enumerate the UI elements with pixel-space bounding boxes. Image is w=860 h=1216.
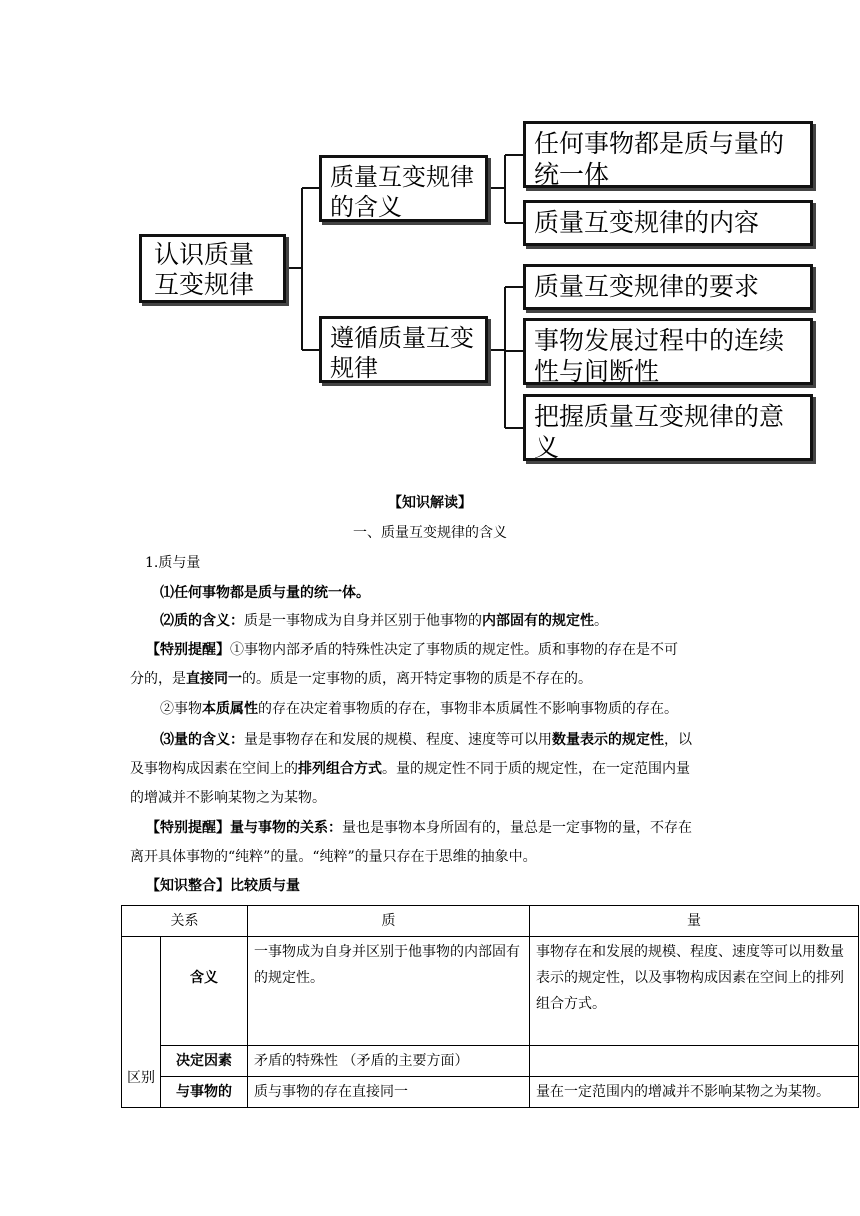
integrate-title: 比较质与量 [230,878,300,894]
table-row [122,937,859,1046]
table-cell-zhi: 质与事物的存在直接同一 [248,1077,530,1108]
mind-map [0,0,860,470]
tip-1-line-2-a: 分的，是 [130,671,186,687]
subheading: 1.质与量 [145,555,201,571]
table-row-label: 含义 [161,937,248,1046]
comparison-table [121,905,859,1108]
table-row-label: 决定因素 [161,1046,248,1077]
item-3-text-b: ，以 [664,732,692,748]
tip-2-tag: 【特别提醒】 [146,820,230,836]
paragraph-item-3-line-1 [160,731,692,749]
tip-2-bold: 量与事物的关系： [230,820,342,836]
table-header-liang: 量 [530,906,859,937]
item-3-bold-2: 排列组合方式 [298,761,382,777]
table-header-row [122,906,859,937]
tip-1-line-2-bold: 直接同一 [186,671,242,687]
tip-1-line-2 [130,670,592,688]
paragraph-item-1: ⑴任何事物都是质与量的统一体。 [160,585,370,601]
mind-map-leaf: 任何事物都是质与量的统一体 [523,121,813,188]
tip-1-line-1 [146,641,678,659]
mind-map-leaf: 质量互变规律的要求 [523,264,813,310]
paragraph-item-3-line-2 [130,760,690,778]
item-3-line-2-a: 及事物构成因素在空间上的 [130,761,298,777]
table-cell-liang: 事物存在和发展的规模、程度、速度等可以用数量表示的规定性，以及事物构成因素在空间上的排列组合方式。 [530,937,859,1046]
table-row-label: 与事物的 [161,1077,248,1108]
table-cell-zhi: 一事物成为自身并区别于他事物的内部固有的规定性。 [248,937,530,1046]
mind-map-leaf: 把握质量互变规律的意义 [523,394,813,461]
table-cell-liang [530,1046,859,1077]
item-3-text-a: 量是事物存在和发展的规模、程度、速度等可以用 [244,732,552,748]
tip-1-line-3-a: ②事物 [160,701,202,717]
tip-2-line-2: 离开具体事物的“纯粹”的量。“纯粹”的量只存在于思维的抽象中。 [130,849,537,865]
table-group-label: 区别 [122,937,161,1108]
tip-1-line-3-b: 的存在决定着事物质的存在，事物非本质属性不影响事物质的存在。 [258,701,678,717]
mind-map-leaf: 质量互变规律的内容 [523,200,813,246]
tip-2-text: 量也是事物本身所固有的，量总是一定事物的量，不存在 [342,820,692,836]
paragraph-item-3-line-3: 的增减并不影响某物之为某物。 [130,790,326,806]
item-3-line-2-b: 。量的规定性不同于质的规定性，在一定范围内量 [382,761,690,777]
item-2-end: 。 [594,613,608,629]
item-2-bold: 内部固有的规定性 [482,613,594,629]
tip-1-tag: 【特别提醒】 [146,642,230,658]
paragraph-item-2 [160,612,608,630]
tip-1-line-3-bold: 本质属性 [202,701,258,717]
item-3-label: ⑶量的含义： [160,732,244,748]
tip-2-line-1 [146,819,692,837]
mind-map-leaf: 事物发展过程中的连续性与间断性 [523,318,813,385]
section-tag: 【知识解读】 [388,495,472,511]
mind-map-branch-meaning: 质量互变规律的含义 [319,155,488,222]
table-row [122,1046,859,1077]
integrate-tag: 【知识整合】 [146,878,230,894]
table-cell-zhi: 矛盾的特殊性 （矛盾的主要方面） [248,1046,530,1077]
table-header-relation: 关系 [122,906,248,937]
item-3-bold-1: 数量表示的规定性 [552,732,664,748]
section-heading: 一、质量互变规律的含义 [353,525,507,541]
tip-1-line-2-b: 的。质是一定事物的质，离开特定事物的质是不存在的。 [242,671,592,687]
item-2-label: ⑵质的含义： [160,613,244,629]
table-header-zhi: 质 [248,906,530,937]
integrate-heading [146,877,300,895]
mind-map-branch-follow: 遵循质量互变规律 [319,316,488,383]
item-2-text: 质是一事物成为自身并区别于他事物的 [244,613,482,629]
tip-1-line-3 [160,700,678,718]
table-row [122,1077,859,1108]
table-cell-liang: 量在一定范围内的增减并不影响某物之为某物。 [530,1077,859,1108]
mind-map-root: 认识质量互变规律 [139,234,286,303]
tip-1-text: ①事物内部矛盾的特殊性决定了事物质的规定性。质和事物的存在是不可 [230,642,678,658]
